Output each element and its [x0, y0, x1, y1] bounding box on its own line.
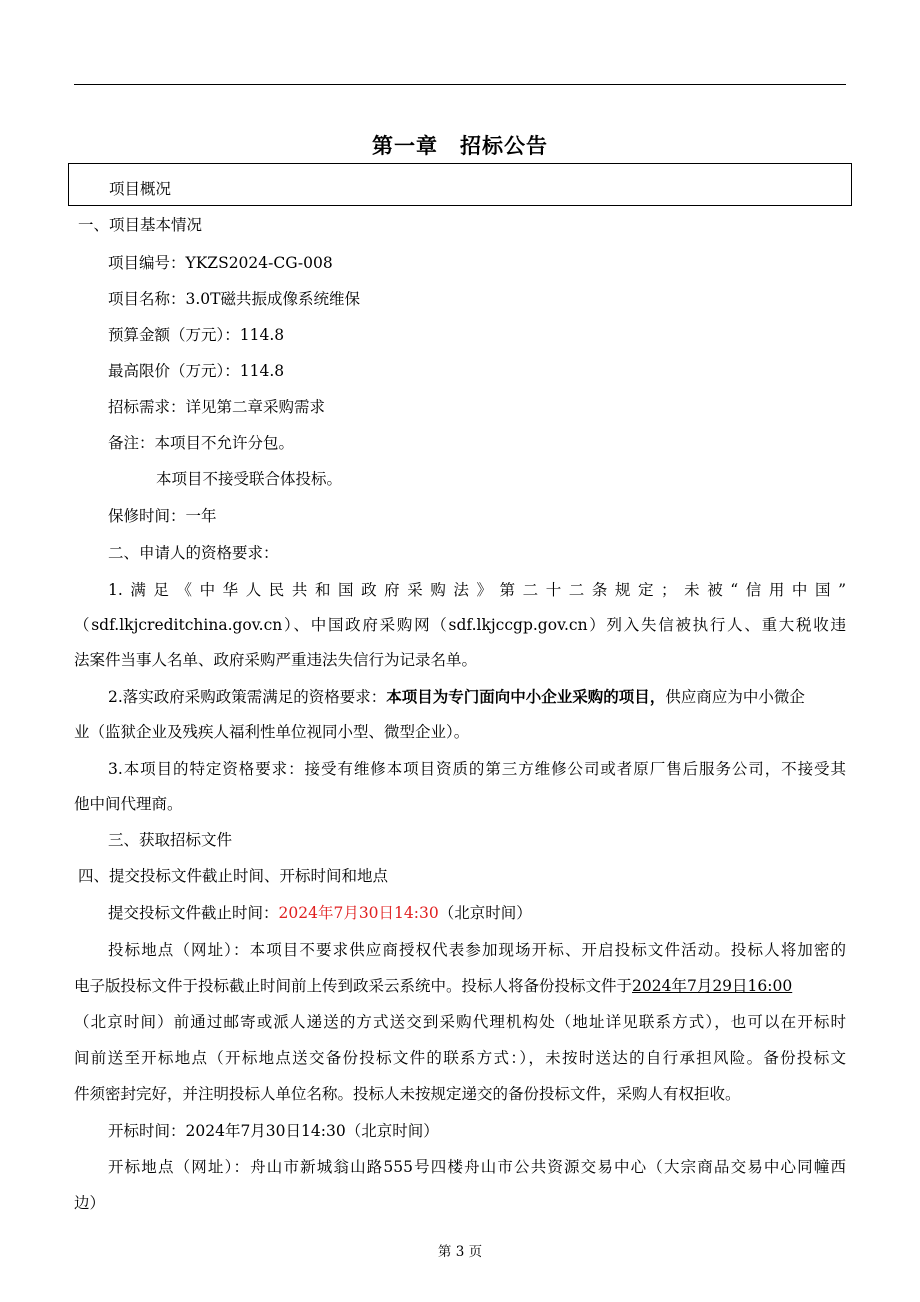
qualification-item2-line2: 业（监狱企业及残疾人福利性单位视同小型、微型企业）。	[74, 723, 470, 741]
tender-demand: 招标需求：详见第二章采购需求	[108, 398, 326, 416]
chapter-title: 第一章 招标公告	[372, 133, 548, 158]
qualification-item1-line1: 1.满足《中华人民共和国政府采购法》第二十二条规定；未被“信用中国”	[108, 581, 846, 599]
deadline-label: 提交投标文件截止时间：	[108, 904, 279, 922]
project-number: 项目编号：YKZS2024-CG-008	[108, 254, 333, 272]
section2-heading: 二、申请人的资格要求：	[108, 544, 279, 562]
item2-prefix: 2.落实政府采购政策需满足的资格要求：	[108, 688, 387, 706]
warranty-period: 保修时间：一年	[108, 507, 217, 525]
qualification-item3-line2: 他中间代理商。	[74, 795, 183, 813]
qualification-item1-line2: （sdf.lkjcreditchina.gov.cn）、中国政府采购网（sdf.lkjccgp.gov.cn）列入失信被执行人、重大税收违	[74, 616, 846, 634]
bid-location-line4: 间前送至开标地点（开标地点送交备份投标文件的联系方式：），未按时送达的自行承担风险。备份投标文	[74, 1049, 846, 1067]
overview-box-label: 项目概况	[109, 180, 172, 198]
item2-bold-sme: 本项目为专门面向中小企业采购的项目，	[386, 687, 666, 706]
note-no-split: 备注：本项目不允许分包。	[108, 434, 295, 452]
bid-location-line3: （北京时间）前通过邮寄或派人递送的方式送交到采购代理机构处（地址详见联系方式），也可以在开标时	[74, 1013, 846, 1031]
section3-heading: 三、获取招标文件	[108, 831, 233, 849]
deadline-suffix: （北京时间）	[438, 904, 532, 922]
backup-deadline-date: 2024年7月29日16:00	[632, 977, 793, 995]
opening-place-line2: 边）	[74, 1194, 106, 1212]
header-rule	[74, 84, 846, 85]
section4-heading: 四、提交投标文件截止时间、开标时间和地点	[78, 867, 389, 885]
bid-location-line2	[74, 976, 792, 996]
section1-heading: 一、项目基本情况	[78, 216, 203, 234]
max-price: 最高限价（万元）：114.8	[108, 362, 285, 380]
qualification-item3-line1: 3.本项目的特定资格要求：接受有维修本项目资质的第三方维修公司或者原厂售后服务公司，不接受其	[108, 760, 846, 778]
budget-amount: 预算金额（万元）：114.8	[108, 326, 285, 344]
project-name: 项目名称：3.0T磁共振成像系统维保	[108, 290, 360, 308]
qualification-item2-line1	[108, 687, 805, 707]
opening-time: 开标时间：2024年7月30日14:30（北京时间）	[108, 1122, 439, 1140]
submission-deadline	[108, 903, 532, 923]
deadline-value: 2024年7月30日14:30	[278, 904, 439, 922]
page-number: 第 3 页	[437, 1244, 483, 1260]
bid-location-line5: 件须密封完好，并注明投标人单位名称。投标人未按规定递交的备份投标文件，采购人有权拒收。	[74, 1085, 741, 1103]
bid-location-line2-text: 电子版投标文件于投标截止时间前上传到政采云系统中。投标人将备份投标文件于	[74, 977, 633, 995]
note-no-consortium: 本项目不接受联合体投标。	[156, 470, 343, 488]
item2-suffix: 供应商应为中小微企	[665, 688, 805, 706]
qualification-item1-line3: 法案件当事人名单、政府采购严重违法失信行为记录名单。	[74, 651, 478, 669]
overview-box	[68, 163, 852, 206]
bid-location-line1: 投标地点（网址）：本项目不要求供应商授权代表参加现场开标、开启投标文件活动。投标人将加密的	[108, 941, 846, 959]
opening-place-line1: 开标地点（网址）：舟山市新城翁山路555号四楼舟山市公共资源交易中心（大宗商品交易中心同幢西	[108, 1158, 846, 1176]
